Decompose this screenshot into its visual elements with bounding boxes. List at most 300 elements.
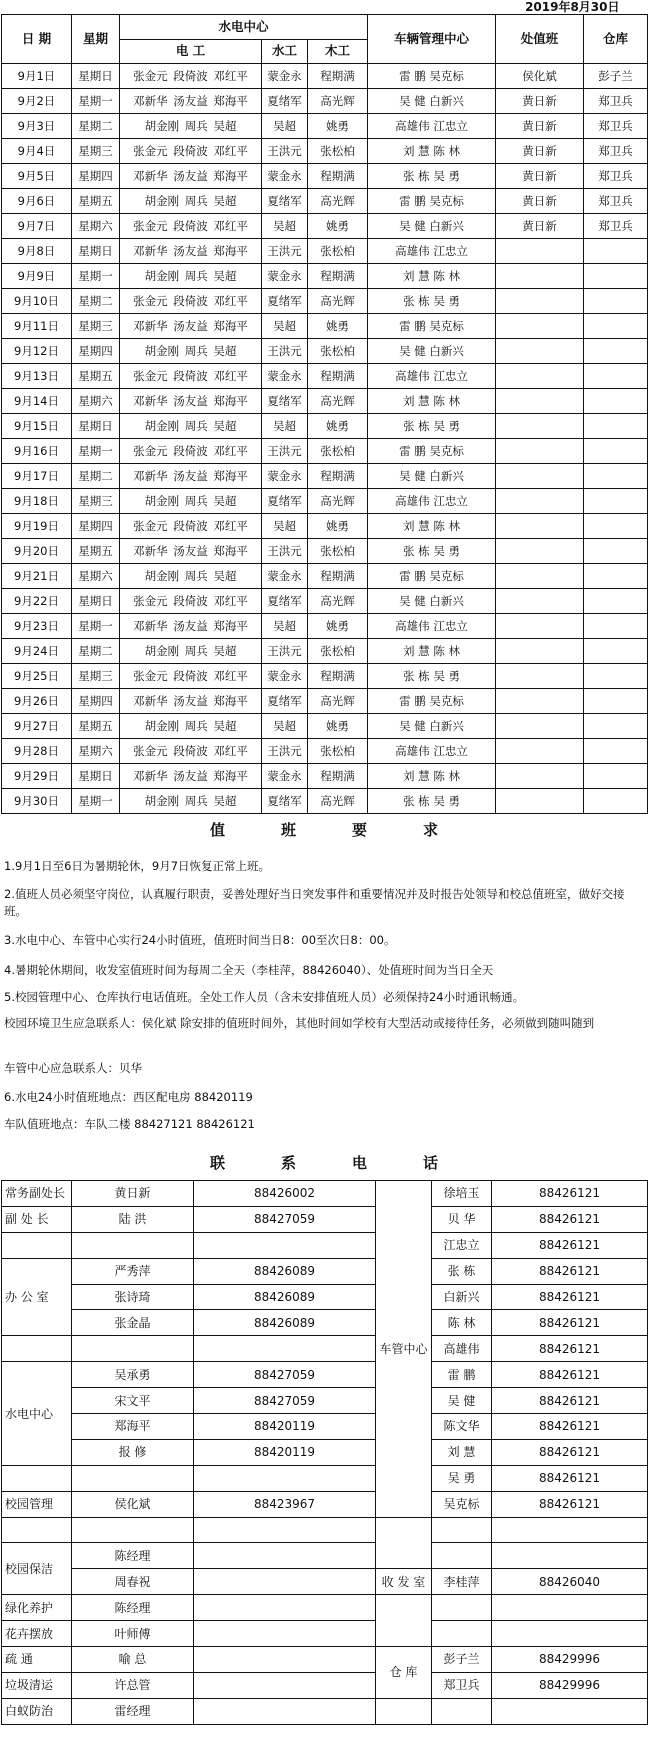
row-warehouse — [584, 264, 648, 289]
contact-name: 陈经理 — [72, 1543, 194, 1569]
row-date: 9月4日 — [2, 139, 72, 164]
contact-name: 贝 华 — [432, 1206, 492, 1232]
row-carpenter: 高光辉 — [308, 689, 368, 714]
table-row — [2, 464, 648, 489]
row-warehouse: 郑卫兵 — [584, 214, 648, 239]
contact-name: 张 栋 — [432, 1258, 492, 1284]
row-carpenter: 高光辉 — [308, 489, 368, 514]
row-date: 9月21日 — [2, 564, 72, 589]
row-weekday: 星期五 — [72, 189, 120, 214]
header-office-duty: 处值班 — [496, 15, 584, 64]
row-carpenter: 高光辉 — [308, 589, 368, 614]
row-electricians: 邓新华 汤友益 郑海平 — [120, 239, 262, 264]
row-electricians: 张金元 段倚波 邓红平 — [120, 139, 262, 164]
row-plumber: 夏绪军 — [262, 389, 308, 414]
contact-department: 垃圾清运 — [2, 1672, 72, 1698]
row-office-duty — [496, 489, 584, 514]
row-warehouse — [584, 714, 648, 739]
row-weekday: 星期日 — [72, 239, 120, 264]
contact-phone — [194, 1698, 376, 1724]
row-electricians: 邓新华 汤友益 郑海平 — [120, 389, 262, 414]
requirement-line: 2.值班人员必须坚守岗位，认真履行职责，妥善处理好当日突发事件和重要情况并及时报告处领导和校总值班室，做好交接班。 — [4, 887, 625, 918]
row-warehouse: 郑卫兵 — [584, 164, 648, 189]
row-office-duty: 黄日新 — [496, 139, 584, 164]
row-warehouse — [584, 614, 648, 639]
row-office-duty: 黄日新 — [496, 214, 584, 239]
row-plumber: 吴超 — [262, 114, 308, 139]
row-weekday: 星期二 — [72, 639, 120, 664]
row-plumber: 王洪元 — [262, 539, 308, 564]
row-weekday: 星期一 — [72, 89, 120, 114]
blank-cell — [376, 1517, 432, 1569]
row-plumber: 吴超 — [262, 714, 308, 739]
row-warehouse — [584, 739, 648, 764]
row-electricians: 胡金刚 周兵 吴超 — [120, 114, 262, 139]
contact-name: 陈经理 — [72, 1595, 194, 1621]
row-vehicle: 刘 慧 陈 林 — [368, 514, 496, 539]
row-date: 9月23日 — [2, 614, 72, 639]
contact-name: 严秀萍 — [72, 1258, 194, 1284]
row-vehicle: 张 栋 吴 勇 — [368, 289, 496, 314]
contact-name: 吴克标 — [432, 1491, 492, 1517]
row-date: 9月28日 — [2, 739, 72, 764]
contact-phone — [194, 1543, 376, 1569]
row-date: 9月16日 — [2, 439, 72, 464]
row-vehicle: 吴 健 白新兴 — [368, 339, 496, 364]
row-weekday: 星期日 — [72, 764, 120, 789]
row-date: 9月7日 — [2, 214, 72, 239]
row-vehicle: 张 栋 吴 勇 — [368, 664, 496, 689]
table-row — [2, 1232, 648, 1258]
row-warehouse — [584, 389, 648, 414]
contact-phone: 88426121 — [492, 1310, 648, 1336]
contact-phone: 88426089 — [194, 1258, 376, 1284]
contact-phone: 88426121 — [492, 1232, 648, 1258]
contact-name: 雷 鹏 — [432, 1362, 492, 1388]
table-row — [2, 489, 648, 514]
table-row — [2, 714, 648, 739]
row-plumber: 王洪元 — [262, 739, 308, 764]
table-row — [2, 89, 648, 114]
requirement-line: 车队值班地点：车队二楼 88427121 88426121 — [4, 1117, 255, 1131]
row-carpenter: 张松柏 — [308, 139, 368, 164]
row-plumber: 夏绪军 — [262, 689, 308, 714]
row-office-duty: 侯化斌 — [496, 64, 584, 89]
row-weekday: 星期一 — [72, 614, 120, 639]
blank-cell — [492, 1698, 648, 1724]
row-vehicle: 张 栋 吴 勇 — [368, 539, 496, 564]
row-plumber: 吴超 — [262, 414, 308, 439]
contact-department: 水电中心 — [2, 1362, 72, 1466]
table-row — [2, 314, 648, 339]
table-row — [2, 139, 648, 164]
row-electricians: 胡金刚 周兵 吴超 — [120, 414, 262, 439]
row-carpenter: 张松柏 — [308, 439, 368, 464]
row-plumber: 王洪元 — [262, 639, 308, 664]
table-row — [2, 764, 648, 789]
row-office-duty — [496, 464, 584, 489]
contacts-title-bar — [1, 1140, 647, 1180]
table-row — [2, 1698, 648, 1724]
row-plumber: 夏绪军 — [262, 789, 308, 814]
row-electricians: 邓新华 汤友益 郑海平 — [120, 464, 262, 489]
row-vehicle: 张 栋 吴 勇 — [368, 164, 496, 189]
row-plumber: 夏绪军 — [262, 289, 308, 314]
row-warehouse: 郑卫兵 — [584, 189, 648, 214]
table-row — [2, 339, 648, 364]
row-vehicle: 高雄伟 江忠立 — [368, 239, 496, 264]
row-vehicle: 刘 慧 陈 林 — [368, 764, 496, 789]
row-carpenter: 程期满 — [308, 464, 368, 489]
contact-name: 张金晶 — [72, 1310, 194, 1336]
row-electricians: 张金元 段倚波 邓红平 — [120, 214, 262, 239]
row-weekday: 星期日 — [72, 414, 120, 439]
row-vehicle: 刘 慧 陈 林 — [368, 139, 496, 164]
row-plumber: 蒙金永 — [262, 464, 308, 489]
row-date: 9月3日 — [2, 114, 72, 139]
table-row — [2, 1336, 648, 1362]
duty-rows — [2, 64, 648, 814]
header-carpenter: 木工 — [308, 39, 368, 64]
contact-name: 吴 健 — [432, 1388, 492, 1414]
table-row — [2, 1672, 648, 1698]
table-row — [2, 189, 648, 214]
row-warehouse — [584, 239, 648, 264]
row-weekday: 星期五 — [72, 539, 120, 564]
row-plumber: 王洪元 — [262, 439, 308, 464]
contact-name: 高雄伟 — [432, 1336, 492, 1362]
row-office-duty — [496, 789, 584, 814]
contact-phone — [194, 1232, 376, 1258]
contact-phone: 88426089 — [194, 1284, 376, 1310]
row-office-duty — [496, 614, 584, 639]
warehouse-label: 仓 库 — [376, 1647, 432, 1699]
contact-name: 黄日新 — [72, 1181, 194, 1207]
row-electricians: 胡金刚 周兵 吴超 — [120, 189, 262, 214]
blank-cell — [432, 1698, 492, 1724]
contact-name — [72, 1232, 194, 1258]
row-weekday: 星期六 — [72, 739, 120, 764]
row-warehouse — [584, 514, 648, 539]
row-carpenter: 张松柏 — [308, 239, 368, 264]
row-warehouse: 彭子兰 — [584, 64, 648, 89]
row-weekday: 星期六 — [72, 389, 120, 414]
requirement-line: 5.校园管理中心、仓库执行电话值班。全处工作人员（含未安排值班人员）必须保持24小时通讯畅通。 — [4, 990, 525, 1004]
table-row — [2, 439, 648, 464]
row-vehicle: 雷 鹏 吴克标 — [368, 314, 496, 339]
row-office-duty — [496, 414, 584, 439]
contact-phone: 88423967 — [194, 1491, 376, 1517]
row-date: 9月18日 — [2, 489, 72, 514]
row-office-duty — [496, 364, 584, 389]
contact-phone: 88426121 — [492, 1284, 648, 1310]
requirement-line: 3.水电中心、车管中心实行24小时值班，值班时间当日8：00至次日8：00。 — [4, 933, 396, 947]
row-plumber: 夏绪军 — [262, 489, 308, 514]
contacts-title: 联系电话 — [209, 1154, 494, 1172]
contact-phone — [194, 1647, 376, 1673]
contact-phone: 88426121 — [492, 1258, 648, 1284]
row-plumber: 夏绪军 — [262, 89, 308, 114]
table-row — [2, 239, 648, 264]
row-weekday: 星期二 — [72, 114, 120, 139]
row-electricians: 邓新华 汤友益 郑海平 — [120, 614, 262, 639]
row-date: 9月8日 — [2, 239, 72, 264]
row-weekday: 星期一 — [72, 439, 120, 464]
contact-name: 吴承勇 — [72, 1362, 194, 1388]
contact-name: 侯化斌 — [72, 1491, 194, 1517]
row-office-duty — [496, 339, 584, 364]
row-weekday: 星期四 — [72, 514, 120, 539]
contact-phone — [194, 1569, 376, 1595]
requirement-line: 4.暑期轮休期间，收发室值班时间为每周二全天（李桂萍，88426040）、处值班时间为当日全天 — [4, 963, 494, 977]
contact-department: 白蚁防治 — [2, 1698, 72, 1724]
table-row — [2, 1414, 648, 1440]
row-weekday: 星期四 — [72, 164, 120, 189]
mailroom-label: 收 发 室 — [376, 1569, 432, 1595]
contact-name: 吴 勇 — [432, 1465, 492, 1491]
table-row — [2, 1258, 648, 1284]
table-row — [2, 1310, 648, 1336]
row-warehouse: 郑卫兵 — [584, 89, 648, 114]
row-date: 9月15日 — [2, 414, 72, 439]
contact-name: 江忠立 — [432, 1232, 492, 1258]
row-vehicle: 吴 健 白新兴 — [368, 89, 496, 114]
row-carpenter: 高光辉 — [308, 789, 368, 814]
row-weekday: 星期三 — [72, 664, 120, 689]
table-row — [2, 539, 648, 564]
row-electricians: 胡金刚 周兵 吴超 — [120, 639, 262, 664]
table-row — [2, 289, 648, 314]
duty-schedule-table — [1, 0, 648, 814]
row-plumber: 夏绪军 — [262, 589, 308, 614]
row-plumber: 王洪元 — [262, 139, 308, 164]
blank-cell — [432, 1517, 492, 1543]
table-row — [2, 1621, 648, 1647]
header-vehicle-center: 车辆管理中心 — [368, 15, 496, 64]
row-electricians: 胡金刚 周兵 吴超 — [120, 564, 262, 589]
contact-name: 陆 洪 — [72, 1206, 194, 1232]
row-vehicle: 刘 慧 陈 林 — [368, 264, 496, 289]
row-office-duty — [496, 764, 584, 789]
row-plumber: 吴超 — [262, 614, 308, 639]
row-office-duty — [496, 264, 584, 289]
header-electrician: 电 工 — [120, 39, 262, 64]
row-plumber: 蒙金永 — [262, 364, 308, 389]
header-utility-center: 水电中心 — [120, 15, 368, 40]
row-electricians: 胡金刚 周兵 吴超 — [120, 264, 262, 289]
row-vehicle: 吴 健 白新兴 — [368, 214, 496, 239]
table-row — [2, 214, 648, 239]
requirement-line: 校园环境卫生应急联系人：侯化斌 除安排的值班时间外，其他时间如学校有大型活动或接待任务，必须做到随叫随到 — [4, 1016, 595, 1030]
row-carpenter: 姚勇 — [308, 314, 368, 339]
row-vehicle: 高雄伟 江忠立 — [368, 364, 496, 389]
blank-cell — [492, 1621, 648, 1647]
row-weekday: 星期六 — [72, 214, 120, 239]
contact-phone — [194, 1517, 376, 1543]
row-electricians: 张金元 段倚波 邓红平 — [120, 439, 262, 464]
contact-phone: 88426040 — [492, 1569, 648, 1595]
row-carpenter: 高光辉 — [308, 189, 368, 214]
blank-cell — [2, 0, 496, 15]
blank-cell — [492, 1543, 648, 1569]
row-date: 9月19日 — [2, 514, 72, 539]
row-electricians: 胡金刚 周兵 吴超 — [120, 489, 262, 514]
table-row — [2, 364, 648, 389]
row-date: 9月30日 — [2, 789, 72, 814]
contact-phone: 88427059 — [194, 1362, 376, 1388]
row-electricians: 胡金刚 周兵 吴超 — [120, 789, 262, 814]
contact-phone: 88420119 — [194, 1439, 376, 1465]
row-date: 9月1日 — [2, 64, 72, 89]
contact-department — [2, 1232, 72, 1258]
requirement-line: 1.9月1日至6日为暑期轮休，9月7日恢复正常上班。 — [4, 859, 271, 873]
contact-name: 徐培玉 — [432, 1181, 492, 1207]
row-carpenter: 程期满 — [308, 64, 368, 89]
row-electricians: 邓新华 汤友益 郑海平 — [120, 689, 262, 714]
row-electricians: 张金元 段倚波 邓红平 — [120, 514, 262, 539]
contact-name: 宋文平 — [72, 1388, 194, 1414]
row-warehouse — [584, 489, 648, 514]
row-plumber: 吴超 — [262, 314, 308, 339]
contact-department — [2, 1336, 72, 1362]
row-electricians: 张金元 段倚波 邓红平 — [120, 364, 262, 389]
row-office-duty — [496, 239, 584, 264]
contact-phone: 88426121 — [492, 1362, 648, 1388]
row-office-duty — [496, 739, 584, 764]
table-row — [2, 1181, 648, 1207]
table-row — [2, 264, 648, 289]
row-weekday: 星期三 — [72, 489, 120, 514]
row-vehicle: 雷 鹏 吴克标 — [368, 64, 496, 89]
requirements-title: 值班要求 — [209, 821, 494, 839]
row-electricians: 张金元 段倚波 邓红平 — [120, 64, 262, 89]
row-plumber: 蒙金永 — [262, 64, 308, 89]
table-row — [2, 1439, 648, 1465]
table-row — [2, 164, 648, 189]
row-warehouse: 郑卫兵 — [584, 139, 648, 164]
row-office-duty — [496, 664, 584, 689]
row-office-duty — [496, 539, 584, 564]
row-plumber: 蒙金永 — [262, 664, 308, 689]
row-carpenter: 张松柏 — [308, 639, 368, 664]
contact-phone — [194, 1672, 376, 1698]
row-plumber: 蒙金永 — [262, 564, 308, 589]
row-carpenter: 张松柏 — [308, 739, 368, 764]
row-date: 9月13日 — [2, 364, 72, 389]
row-office-duty — [496, 439, 584, 464]
vehicle-center-label: 车管中心 — [376, 1181, 432, 1518]
row-office-duty: 黄日新 — [496, 164, 584, 189]
row-warehouse — [584, 439, 648, 464]
contact-name: 雷经理 — [72, 1698, 194, 1724]
row-warehouse — [584, 339, 648, 364]
row-date: 9月20日 — [2, 539, 72, 564]
row-vehicle: 高雄伟 江忠立 — [368, 489, 496, 514]
contact-phone — [194, 1595, 376, 1621]
blank-cell — [376, 1698, 432, 1724]
row-date: 9月29日 — [2, 764, 72, 789]
table-row — [2, 114, 648, 139]
contact-phone: 88426121 — [492, 1491, 648, 1517]
row-date: 9月11日 — [2, 314, 72, 339]
row-vehicle: 高雄伟 江忠立 — [368, 114, 496, 139]
table-row — [2, 664, 648, 689]
row-weekday: 星期二 — [72, 289, 120, 314]
row-weekday: 星期日 — [72, 64, 120, 89]
contact-name: 彭子兰 — [432, 1647, 492, 1673]
row-electricians: 张金元 段倚波 邓红平 — [120, 739, 262, 764]
row-weekday: 星期一 — [72, 789, 120, 814]
blank-cell — [432, 1621, 492, 1647]
table-row — [2, 1647, 648, 1673]
row-vehicle: 雷 鹏 吴克标 — [368, 189, 496, 214]
row-office-duty — [496, 639, 584, 664]
row-office-duty — [496, 564, 584, 589]
row-vehicle: 吴 健 白新兴 — [368, 714, 496, 739]
row-date: 9月12日 — [2, 339, 72, 364]
contact-phone: 88426121 — [492, 1465, 648, 1491]
blank-cell — [432, 1595, 492, 1621]
row-carpenter: 姚勇 — [308, 614, 368, 639]
row-weekday: 星期六 — [72, 564, 120, 589]
row-plumber: 王洪元 — [262, 239, 308, 264]
contact-department: 校园保洁 — [2, 1543, 72, 1595]
table-row — [2, 689, 648, 714]
contact-department — [2, 1465, 72, 1491]
table-row — [2, 639, 648, 664]
contact-phone: 88426121 — [492, 1388, 648, 1414]
row-date: 9月27日 — [2, 714, 72, 739]
contact-rows — [2, 1181, 648, 1725]
row-vehicle: 张 栋 吴 勇 — [368, 789, 496, 814]
row-electricians: 张金元 段倚波 邓红平 — [120, 589, 262, 614]
table-row — [2, 1362, 648, 1388]
contact-phone: 88426089 — [194, 1310, 376, 1336]
contact-phone: 88427059 — [194, 1388, 376, 1414]
row-date: 9月26日 — [2, 689, 72, 714]
table-row — [2, 64, 648, 89]
table-row — [2, 739, 648, 764]
row-vehicle: 吴 健 白新兴 — [368, 464, 496, 489]
row-vehicle: 高雄伟 江忠立 — [368, 739, 496, 764]
row-carpenter: 姚勇 — [308, 414, 368, 439]
row-warehouse — [584, 289, 648, 314]
contact-phone: 88427059 — [194, 1206, 376, 1232]
row-warehouse — [584, 789, 648, 814]
contact-name: 陈 林 — [432, 1310, 492, 1336]
table-row — [2, 1284, 648, 1310]
contact-name: 喻 总 — [72, 1647, 194, 1673]
row-electricians: 邓新华 汤友益 郑海平 — [120, 164, 262, 189]
header-weekday: 星期 — [72, 15, 120, 64]
row-warehouse — [584, 664, 648, 689]
contact-name — [72, 1336, 194, 1362]
row-carpenter: 程期满 — [308, 564, 368, 589]
header-plumber: 水工 — [262, 39, 308, 64]
row-date: 9月14日 — [2, 389, 72, 414]
row-date: 9月25日 — [2, 664, 72, 689]
row-warehouse — [584, 314, 648, 339]
row-electricians: 邓新华 汤友益 郑海平 — [120, 539, 262, 564]
table-row — [2, 614, 648, 639]
contact-phone: 88426121 — [492, 1414, 648, 1440]
row-date: 9月22日 — [2, 589, 72, 614]
row-warehouse — [584, 639, 648, 664]
row-plumber: 蒙金永 — [262, 764, 308, 789]
table-row — [2, 1206, 648, 1232]
row-electricians: 张金元 段倚波 邓红平 — [120, 289, 262, 314]
row-carpenter: 姚勇 — [308, 114, 368, 139]
